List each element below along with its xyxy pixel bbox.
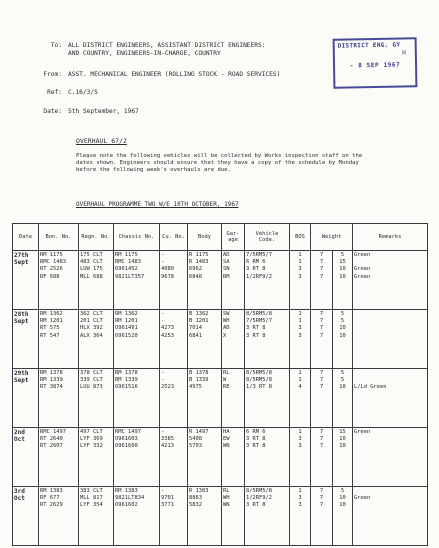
- cell-line: WN: [223, 502, 230, 509]
- cell-line: 6 RM 6: [246, 429, 266, 435]
- header-chassis-no: Chassis No.: [114, 224, 160, 251]
- table-cell: [79, 369, 114, 428]
- cell-line: 7: [319, 273, 324, 280]
- cell-line: RM 1362: [115, 311, 138, 317]
- cell-line: RM 1362: [40, 311, 63, 317]
- cell-line: 4: [298, 384, 302, 391]
- cell-line: HLX 392: [80, 325, 103, 332]
- cell-line: RMC 1483: [40, 259, 66, 266]
- cell-line: 10: [339, 502, 346, 509]
- table-cell: [114, 251, 160, 310]
- table-cell: [333, 251, 353, 310]
- cell-line: 497 CLT: [80, 429, 103, 435]
- cell-line: 3: [298, 266, 302, 273]
- cell-line: 1/2RF9/2: [246, 495, 272, 502]
- cell-line: 7: [319, 318, 324, 325]
- cell-line: 15: [339, 429, 346, 435]
- cell-line: 1: [298, 370, 302, 376]
- cell-line: 339 CLT: [80, 377, 103, 384]
- cell-line: Green: [354, 266, 371, 273]
- cell-line: SN: [223, 266, 230, 273]
- table-cell: [311, 310, 333, 369]
- cell-line: -: [161, 252, 165, 258]
- cell-line: 1: [298, 377, 302, 384]
- cell-line: 7: [319, 377, 324, 384]
- cell-line: RE: [223, 384, 230, 391]
- cell-line: LUU 873: [80, 384, 103, 391]
- to-text: [68, 42, 338, 58]
- cell-line: RT 2607: [40, 443, 63, 450]
- cell-line: 3: [298, 443, 302, 450]
- cell-line: -: [161, 370, 165, 376]
- header-date: Date: [13, 224, 39, 251]
- cell-line: 3 RT 8: [246, 436, 266, 443]
- cell-line: 6848: [189, 273, 202, 280]
- cell-line: 10: [339, 332, 346, 339]
- table-cell: [188, 428, 222, 487]
- cell-line: RM 1383: [40, 488, 63, 494]
- cell-line: L/Ld Green: [354, 384, 387, 391]
- table-cell: [311, 487, 333, 546]
- to-line-2: AND COUNTRY, ENGINEERS-IN-CHARGE, COUNTRY: [68, 50, 221, 57]
- cell-line: -: [161, 259, 165, 266]
- cell-line: 383 CLT: [80, 488, 103, 494]
- cell-line: HA: [223, 429, 230, 435]
- cell-line: 7: [319, 488, 324, 494]
- header-cu-no: Cu. No.: [160, 224, 188, 251]
- cell-line: 7: [319, 311, 324, 317]
- cell-line: MLL 817: [80, 495, 103, 502]
- table-cell: [290, 310, 311, 369]
- table-cell: [39, 310, 79, 369]
- cell-line: 15: [339, 259, 346, 266]
- table-cell: [160, 428, 188, 487]
- cell-line: R 1497: [189, 429, 209, 435]
- date-label: Date:: [43, 108, 62, 115]
- cell-line: RM 1201: [40, 318, 63, 325]
- to-line-1: ALL DISTRICT ENGINEERS, ASSISTANT DISTRICT ENGINEERS:: [68, 42, 266, 49]
- cell-line: 10: [339, 384, 346, 391]
- table-cell: [290, 369, 311, 428]
- cell-line: -: [161, 318, 165, 325]
- cell-line: 7: [319, 502, 324, 509]
- cell-line: [354, 311, 426, 318]
- ref-label: Ref:: [47, 89, 62, 96]
- cell-line: 10: [339, 495, 346, 502]
- header-bos: BOS: [290, 224, 311, 251]
- cell-line: 8863: [189, 495, 202, 502]
- cell-line: O961602: [115, 502, 138, 509]
- to-label: To:: [50, 42, 62, 49]
- table-cell: [222, 251, 245, 310]
- cell-line: [354, 443, 426, 450]
- date-cell: [13, 487, 39, 546]
- cell-line: 6962: [189, 266, 202, 273]
- cell-line: 7: [319, 259, 324, 266]
- cell-line: WN: [223, 443, 230, 450]
- cell-line: -: [161, 311, 165, 317]
- cell-line: 7: [319, 436, 324, 443]
- table-cell: [39, 487, 79, 546]
- cell-line: RM 1175: [115, 252, 138, 258]
- cell-line: 5: [340, 370, 345, 376]
- date-text: 28th: [14, 311, 29, 318]
- cell-line: RF 688: [40, 273, 60, 280]
- table-row: [13, 369, 428, 428]
- table-cell: [222, 487, 245, 546]
- cell-line: 3 RT 8: [246, 502, 266, 509]
- cell-line: 5: [340, 311, 345, 317]
- cell-line: B 1339: [189, 377, 209, 384]
- cell-line: 3 RT 8: [246, 332, 266, 339]
- cell-line: O961491: [115, 325, 138, 332]
- table-cell: [311, 251, 333, 310]
- cell-line: O961516: [115, 384, 138, 391]
- cell-line: 3: [298, 495, 302, 502]
- overhaul-title: OVERHAUL 67/2: [76, 137, 127, 145]
- cell-line: 483 CLT: [80, 259, 103, 266]
- cell-line: 7: [319, 252, 324, 258]
- cell-line: 8/5RM5/8: [246, 488, 272, 494]
- cell-line: W: [223, 377, 227, 384]
- table-cell: [114, 369, 160, 428]
- cell-line: 7: [319, 370, 324, 376]
- cell-line: 4080: [161, 266, 174, 273]
- cell-line: RL: [223, 370, 230, 376]
- cell-line: RM 1383: [115, 488, 138, 494]
- cell-line: [354, 502, 426, 509]
- cell-line: RT 547: [40, 332, 60, 339]
- table-cell: [160, 487, 188, 546]
- cell-line: [354, 318, 426, 325]
- table-cell: [222, 369, 245, 428]
- stamp-line-2: H: [402, 49, 406, 57]
- cell-line: RT 3874: [40, 384, 63, 391]
- cell-line: RT 2629: [40, 502, 63, 509]
- table-cell: [290, 428, 311, 487]
- cell-line: Green: [354, 273, 371, 280]
- cell-line: RL: [223, 488, 230, 494]
- cell-line: 6841: [189, 332, 202, 339]
- cell-line: 8/5RM5/8: [246, 377, 272, 384]
- cell-line: ALX 364: [80, 332, 103, 339]
- cell-line: RM 1378: [40, 370, 63, 376]
- header-regn-no: Regn. No.: [79, 224, 114, 251]
- cell-line: B 1201: [189, 318, 209, 325]
- cell-line: 8/5RM5/8: [246, 311, 272, 317]
- cell-line: R 1383: [189, 488, 209, 494]
- cell-line: AD: [223, 252, 230, 258]
- cell-line: 4975: [189, 384, 202, 391]
- cell-line: B 1362: [189, 311, 209, 317]
- header-body: Body: [188, 224, 222, 251]
- cell-line: 10: [339, 273, 346, 280]
- cell-line: 1: [298, 318, 302, 325]
- cell-line: LYF 332: [80, 443, 103, 450]
- cell-line: 3 RT 8: [246, 325, 266, 332]
- cell-line: B 1378: [189, 370, 209, 376]
- cell-line: RM 1378: [115, 370, 138, 376]
- header-bon-no: Bon. No.: [39, 224, 79, 251]
- cell-line: -: [161, 488, 165, 494]
- date-text: 3rd: [14, 488, 25, 495]
- table-cell: [353, 428, 428, 487]
- table-cell: [245, 310, 290, 369]
- cell-line: SA: [223, 259, 230, 266]
- cell-line: 7: [319, 443, 324, 450]
- cell-line: 5: [340, 252, 345, 258]
- table-cell: [245, 251, 290, 310]
- cell-line: WH: [223, 495, 230, 502]
- table-cell: [188, 310, 222, 369]
- table-cell: [188, 251, 222, 310]
- cell-line: Green: [354, 495, 371, 502]
- notice-paragraph: Please note the following vehicles will be collected by Works inspection staff on the dates shown. Engineers should ensure that they have a copy of the schedule by Monday before the following week's overhauls are due.: [76, 153, 363, 174]
- cell-line: 5408: [189, 436, 202, 443]
- cell-line: 9678: [161, 273, 174, 280]
- cell-line: [354, 436, 426, 443]
- cell-line: 2523: [161, 384, 174, 391]
- cell-line: AD: [223, 325, 230, 332]
- table-cell: [114, 487, 160, 546]
- table-cell: [333, 428, 353, 487]
- cell-line: SW: [223, 311, 230, 317]
- header-remarks: Remarks: [353, 224, 428, 251]
- table-cell: [353, 310, 428, 369]
- received-stamp: [333, 37, 418, 88]
- date-text: 29th: [14, 370, 29, 377]
- table-row: [13, 487, 428, 546]
- cell-line: O961452: [115, 266, 138, 273]
- table-row: [13, 251, 428, 310]
- cell-line: 1: [298, 259, 302, 266]
- date-cell: [13, 369, 39, 428]
- cell-line: 3771: [161, 502, 174, 509]
- cell-line: O961520: [115, 332, 138, 339]
- cell-line: EW: [223, 436, 230, 443]
- table-cell: [311, 369, 333, 428]
- table-cell: [188, 369, 222, 428]
- table-cell: [79, 251, 114, 310]
- table-cell: [245, 369, 290, 428]
- cell-line: 5832: [189, 502, 202, 509]
- table-cell: [39, 428, 79, 487]
- cell-line: 9701: [161, 495, 174, 502]
- date-text: Oct: [14, 436, 25, 444]
- cell-line: RMC 1483: [115, 259, 141, 266]
- table-cell: [290, 251, 311, 310]
- cell-line: Green: [354, 429, 371, 435]
- cell-line: R 1175: [189, 252, 209, 258]
- cell-line: [354, 370, 426, 377]
- cell-line: 4273: [161, 325, 174, 332]
- table-cell: [353, 487, 428, 546]
- cell-line: 1: [298, 488, 302, 494]
- cell-line: Green: [354, 252, 371, 258]
- cell-line: RT 2526: [40, 266, 63, 273]
- cell-line: 5703: [189, 443, 202, 450]
- ref-text: C.16/3/5: [68, 89, 98, 96]
- date-text: 5th September, 1967: [68, 108, 139, 115]
- cell-line: 10: [339, 266, 346, 273]
- cell-line: [354, 259, 426, 266]
- header-vehicle-code: Vehicle Code.: [245, 224, 290, 251]
- cell-line: RMC 1497: [40, 429, 66, 435]
- cell-line: 9821LT834: [115, 495, 145, 502]
- cell-line: 1: [298, 252, 302, 258]
- cell-line: 1: [298, 311, 302, 317]
- header-weight: Weight: [311, 224, 353, 251]
- cell-line: 3: [298, 273, 302, 280]
- table-cell: [160, 310, 188, 369]
- cell-line: 5: [340, 318, 345, 325]
- cell-line: 1: [298, 429, 302, 435]
- table-cell: [160, 369, 188, 428]
- cell-line: RM: [223, 273, 230, 280]
- table-cell: [79, 310, 114, 369]
- cell-line: [354, 333, 426, 340]
- table-cell: [160, 251, 188, 310]
- table-cell: [333, 487, 353, 546]
- header-garage: Gar-age: [222, 224, 245, 251]
- date-cell: [13, 310, 39, 369]
- cell-line: 7: [319, 332, 324, 339]
- cell-line: 3: [298, 502, 302, 509]
- table-cell: [222, 310, 245, 369]
- cell-line: 3: [298, 325, 302, 332]
- cell-line: 1/3 RT 8: [246, 384, 272, 391]
- cell-line: 3 RT 8: [246, 266, 266, 273]
- table-cell: [79, 428, 114, 487]
- cell-line: RM 1339: [115, 377, 138, 384]
- cell-line: 7/5RM5/7: [246, 252, 272, 258]
- table-cell: [222, 428, 245, 487]
- table-cell: [333, 369, 353, 428]
- cell-line: RT 2640: [40, 436, 63, 443]
- table-cell: [114, 428, 160, 487]
- cell-line: RMC 1497: [115, 429, 141, 435]
- cell-line: -: [161, 429, 165, 435]
- table-cell: [188, 487, 222, 546]
- date-cell: [13, 428, 39, 487]
- cell-line: MLL 688: [80, 273, 103, 280]
- cell-line: 4253: [161, 332, 174, 339]
- table-cell: [245, 428, 290, 487]
- table-cell: [353, 251, 428, 310]
- cell-line: RM 1175: [40, 252, 63, 258]
- stamp-line-1: DISTRICT ENG. GY: [337, 41, 401, 50]
- table-header-row: [13, 224, 428, 251]
- cell-line: 378 CLT: [80, 370, 103, 376]
- cell-line: RF 677: [40, 495, 60, 502]
- date-text: Oct: [14, 495, 25, 503]
- table-cell: [353, 369, 428, 428]
- table-cell: [114, 310, 160, 369]
- cell-line: 7: [319, 266, 324, 273]
- cell-line: 7: [319, 495, 324, 502]
- table-cell: [333, 310, 353, 369]
- cell-line: 362 CLT: [80, 311, 103, 317]
- cell-line: 7: [319, 384, 324, 391]
- table-body: [13, 251, 428, 546]
- date-text: Sept: [14, 259, 29, 267]
- cell-line: X: [223, 332, 227, 339]
- cell-line: RM 1201: [115, 318, 138, 325]
- table-cell: [311, 428, 333, 487]
- cell-line: 5: [340, 488, 345, 494]
- cell-line: 10: [339, 443, 346, 450]
- cell-line: 7014: [189, 325, 202, 332]
- cell-line: 10: [339, 436, 346, 443]
- cell-line: LYF 354: [80, 502, 103, 509]
- cell-line: 7/5RM5/7: [246, 318, 272, 325]
- table-cell: [39, 251, 79, 310]
- table-cell: [245, 487, 290, 546]
- cell-line: O961603: [115, 436, 138, 443]
- cell-line: WH: [223, 318, 230, 325]
- from-text: ASST. MECHANICAL ENGINEER (ROLLING STOCK - ROAD SERVICES): [68, 71, 281, 78]
- programme-heading: OVERHAUL PROGRAMME TWO W/E 10TH OCTOBER, 1967: [76, 201, 239, 208]
- cell-line: 3: [298, 436, 302, 443]
- table-row: [13, 428, 428, 487]
- cell-line: 175 CLT: [80, 252, 103, 258]
- table-cell: [290, 487, 311, 546]
- cell-line: 5: [340, 377, 345, 384]
- cell-line: 3: [298, 332, 302, 339]
- cell-line: 10: [339, 325, 346, 332]
- cell-line: 7: [319, 429, 324, 435]
- cell-line: 4213: [161, 443, 174, 450]
- cell-line: [354, 488, 426, 495]
- cell-line: 3385: [161, 436, 174, 443]
- cell-line: 9821LT357: [115, 273, 145, 280]
- date-cell: [13, 251, 39, 310]
- cell-line: LUW 175: [80, 266, 103, 273]
- table-cell: [39, 369, 79, 428]
- date-text: Sept: [14, 318, 29, 326]
- cell-line: 8/5RM5/8: [246, 370, 272, 376]
- cell-line: 1/2RF9/2: [246, 273, 272, 280]
- date-text: 2nd: [14, 429, 25, 436]
- cell-line: [354, 377, 426, 384]
- stamp-date: - 8 SEP 1967: [349, 61, 401, 70]
- overhaul-table: [12, 223, 428, 546]
- cell-line: R 1483: [189, 259, 209, 266]
- cell-line: 201 CLT: [80, 318, 103, 325]
- cell-line: [354, 325, 426, 332]
- date-text: 27th: [14, 252, 29, 259]
- date-text: Sept: [14, 377, 29, 385]
- cell-line: 6 RM 6: [246, 259, 266, 266]
- cell-line: LYF 369: [80, 436, 103, 443]
- table-cell: [79, 487, 114, 546]
- cell-line: O961600: [115, 443, 138, 450]
- cell-line: RM 1339: [40, 377, 63, 384]
- cell-line: 7: [319, 325, 324, 332]
- table-row: [13, 310, 428, 369]
- from-label: From:: [43, 71, 62, 78]
- cell-line: -: [161, 377, 165, 384]
- cell-line: RT 575: [40, 325, 60, 332]
- cell-line: 3 RT 8: [246, 443, 266, 450]
